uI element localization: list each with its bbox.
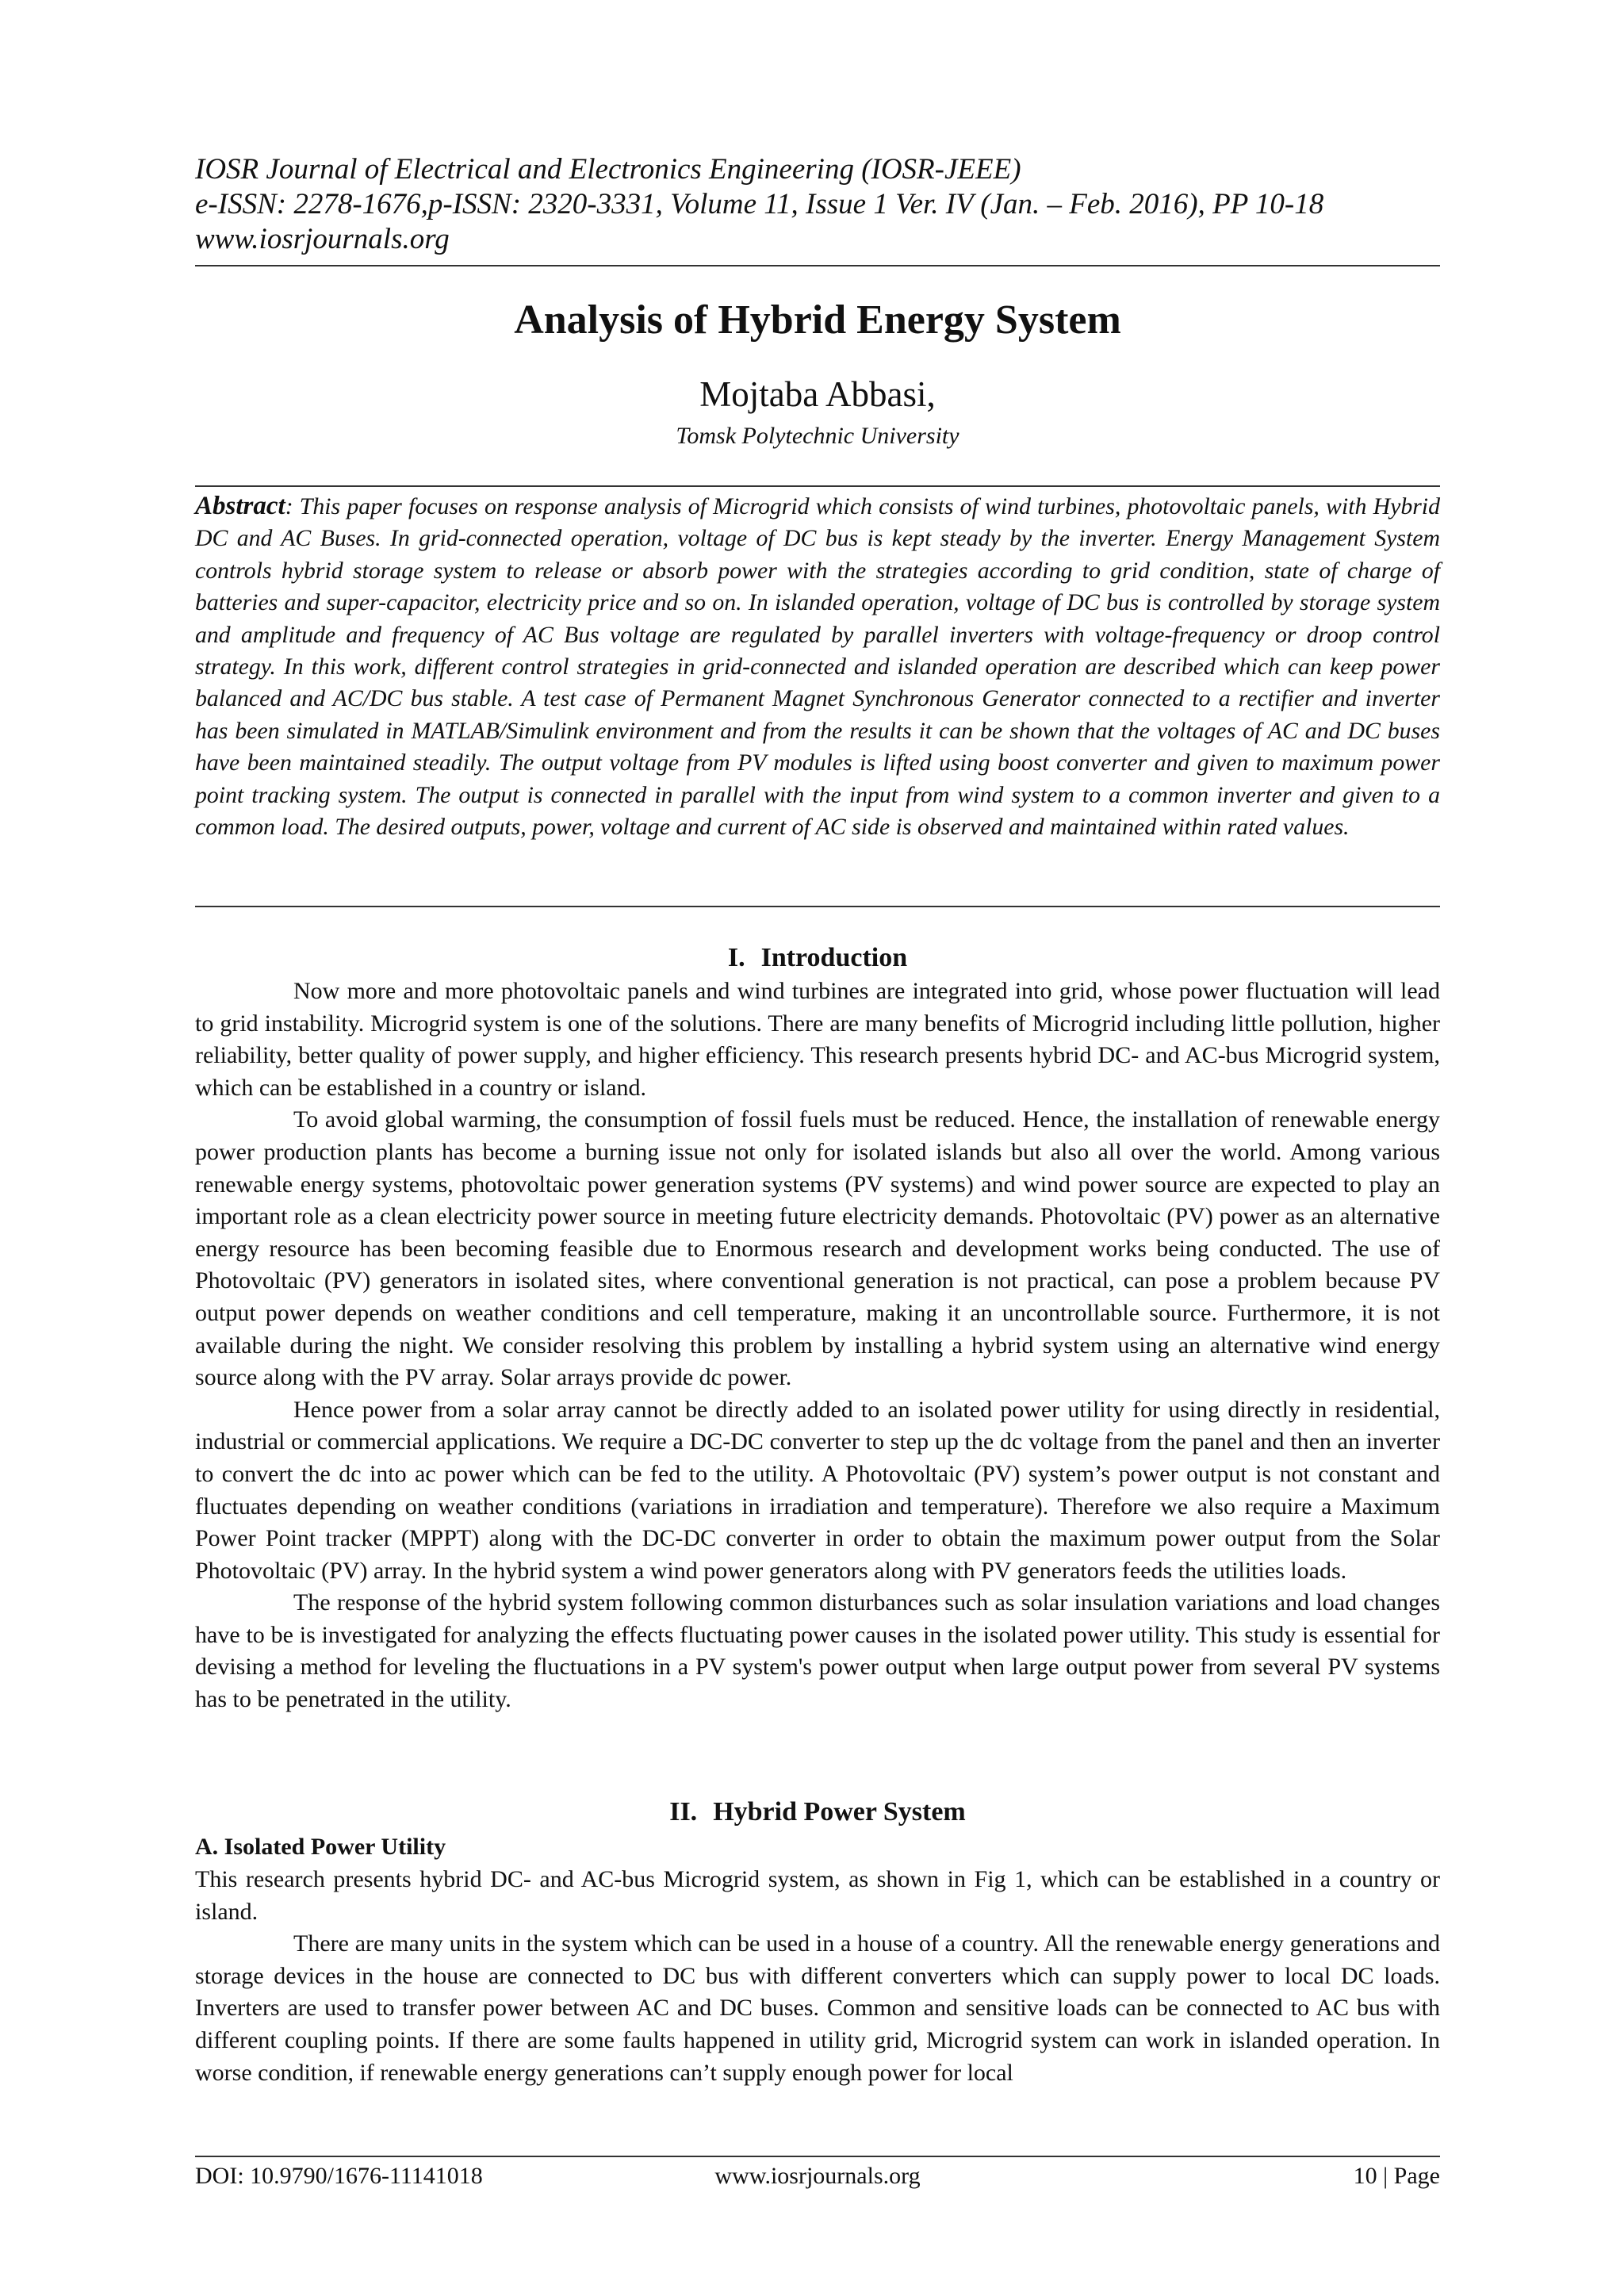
header-website: www.iosrjournals.org — [195, 223, 450, 255]
paragraph: Now more and more photovoltaic panels and wind turbines are integrated into grid, whose power fluctuation will lead to grid instability. Microgrid system is one of the solutions. There are many benefits of Microgrid including little pollution, higher reliability, better quality of power supply, and higher efficiency. This research presents hybrid DC- and AC-bus Microgrid system, which can be established in a country or island. — [195, 978, 1440, 1101]
footer-rule — [195, 2156, 1440, 2157]
abstract-label: Abstract — [195, 492, 285, 520]
abstract — [195, 490, 1440, 843]
journal-name: IOSR Journal of Electrical and Electronics Engineering (IOSR-JEEE) — [195, 153, 1021, 186]
footer-website: www.iosrjournals.org — [714, 2163, 921, 2189]
issn-line: e-ISSN: 2278-1676,p-ISSN: 2320-3331, Volume 11, Issue 1 Ver. IV (Jan. – Feb. 2016), PP 10-18 — [195, 188, 1324, 220]
paragraph: The response of the hybrid system following common disturbances such as solar insulation variations and load changes have to be is investigated for analyzing the effects fluctuating power causes in the isolated power utility. This study is essential for devising a method for leveling the fluctuations in a PV system's power output when large output power from several PV systems has to be penetrated in the utility. — [195, 1589, 1440, 1713]
abstract-text: : This paper focuses on response analysis of Microgrid which consists of wind turbines, photovoltaic panels, with Hybrid DC and AC Buses. In grid-connected operation, voltage of DC bus is kept steady by the inverter. Energy Management System controls hybrid storage system to release or absorb power with the strategies according to grid condition, state of charge of batteries and super-capacitor, electricity price and so on. In islanded operation, voltage of DC bus is controlled by storage system and amplitude and frequency of AC Bus voltage are regulated by parallel inverters with voltage-frequency or droop control strategy. In this work, different control strategies in grid-connected and islanded operation are described which can keep power balanced and AC/DC bus stable. A test case of Permanent Magnet Synchronous Generator connected to a rectifier and inverter has been simulated in MATLAB/Simulink environment and from the results it can be shown that the voltages of AC and DC buses have been maintained steadily. The output voltage from PV modules is lifted using boost converter and given to maximum power point tracking system. The output is connected in parallel with the input from wind system to a common inverter and given to a common load. The desired outputs, power, voltage and current of AC side is observed and maintained within rated values. — [195, 493, 1440, 841]
paragraph: This research presents hybrid DC- and AC-bus Microgrid system, as shown in Fig 1, which can be established in a country or island. — [195, 1866, 1440, 1925]
paragraph: Hence power from a solar array cannot be directly added to an isolated power utility for using directly in residential, industrial or commercial applications. We require a DC-DC converter to step up the dc voltage from the panel and then an inverter to convert the dc into ac power which can be fed to the utility. A Photovoltaic (PV) system’s power output is not constant and fluctuates depending on weather conditions (variations in irradiation and temperature). Therefore we also require a Maximum Power Point tracker (MPPT) along with the DC-DC converter in order to obtain the maximum power output from the Solar Photovoltaic (PV) array. In the hybrid system a wind power generators along with PV generators feeds the utilities loads. — [195, 1396, 1440, 1584]
section-number: I. — [727, 943, 745, 972]
subsection-heading: A. Isolated Power Utility — [195, 1834, 446, 1860]
paragraph: To avoid global warming, the consumption of fossil fuels must be reduced. Hence, the installation of renewable energy power production plants has become a burning issue not only for isolated islands but also all over the world. Among various renewable energy systems, photovoltaic power generation systems (PV systems) and wind power source are expected to play an important role as a clean electricity power source in meeting future electricity demands. Photovoltaic (PV) power as an alternative energy resource has been becoming feasible due to Enormous research and development works being conducted. The use of Photovoltaic (PV) generators in isolated sites, where conventional generation is not practical, can pose a problem because PV output power depends on weather conditions and cell temperature, making it an uncontrollable source. Furthermore, it is not available during the night. We consider resolving this problem by installing a hybrid system using an alternative wind energy source along with the PV array. Solar arrays provide dc power. — [195, 1106, 1440, 1391]
abstract-top-rule — [195, 485, 1440, 487]
paragraph: There are many units in the system which can be used in a house of a country. All the renewable energy generations and storage devices in the house are connected to DC bus with different converters which can supply power to local DC loads. Inverters are used to transfer power between AC and DC buses. Common and sensitive loads can be connected to AC bus with different coupling points. If there are some faults happened in utility grid, Microgrid system can work in islanded operation. In worse condition, if renewable energy generations can’t supply enough power for local — [195, 1930, 1440, 2086]
paper-page — [195, 0, 1440, 2296]
paper-title: Analysis of Hybrid Energy System — [514, 297, 1121, 343]
section-number: II. — [669, 1797, 698, 1826]
section-title: Introduction — [760, 943, 908, 972]
abstract-bottom-rule — [195, 906, 1440, 907]
hybrid-power-system-body — [195, 1864, 1440, 2089]
footer-page-number: 10 | Page — [1353, 2163, 1440, 2189]
introduction-body — [195, 976, 1440, 1716]
header-rule — [195, 265, 1440, 266]
page-footer — [195, 2159, 1440, 2194]
section-heading-introduction — [195, 941, 1440, 976]
author-name: Mojtaba Abbasi, — [699, 374, 936, 414]
section-title: Hybrid Power System — [713, 1797, 966, 1826]
journal-header — [195, 152, 1440, 257]
author-affiliation: Tomsk Polytechnic University — [676, 423, 959, 449]
section-heading-hybrid-power-system — [195, 1795, 1440, 1830]
footer-doi: DOI: 10.9790/1676-11141018 — [195, 2163, 483, 2189]
